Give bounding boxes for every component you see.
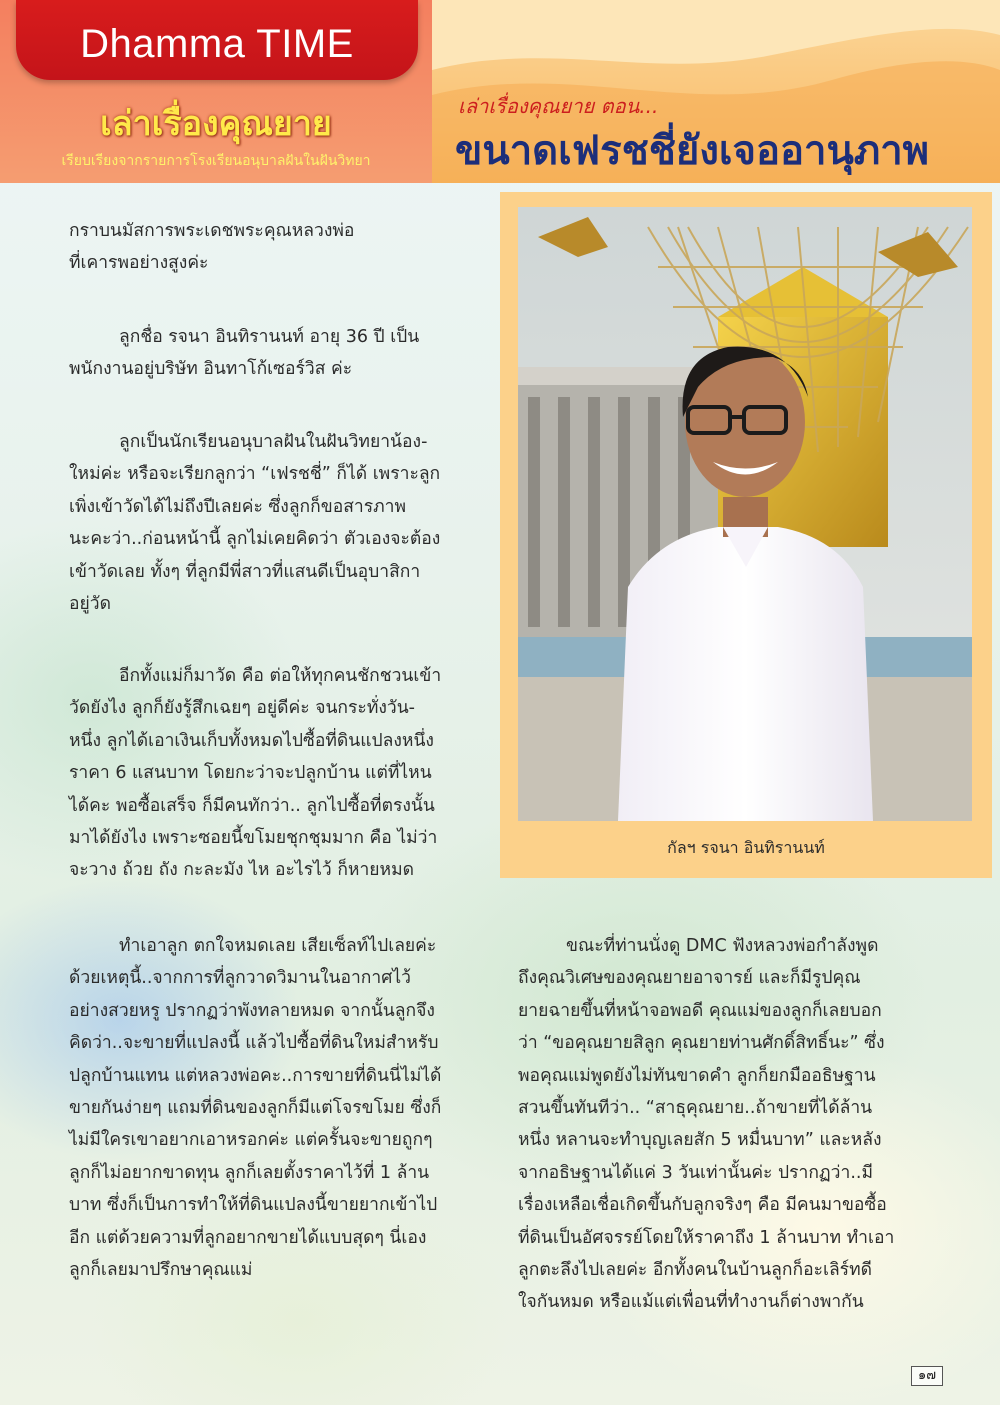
text-line: มาได้ยังไง เพราะซอยนี้ขโมยชุกชุมมาก คือ ไม่ว่า xyxy=(69,828,438,849)
text-line: ยายฉายขึ้นที่หน้าจอพอดี คุณแม่ของลูกก็เลยบอก xyxy=(518,1000,882,1021)
header-banner xyxy=(0,0,1000,183)
text-line: ไม่มีใครเขาอยากเอาหรอกค่ะ แต่ครั้นจะขายถูกๆ xyxy=(69,1130,433,1151)
text-line: เข้าวัดเลย ทั้งๆ ที่ลูกมีพี่สาวที่แสนดีเป็นอุบาสิกา xyxy=(69,561,421,582)
text-line: ใหม่ค่ะ หรือจะเรียกลูกว่า “เฟรชชี่” ก็ได้ เพราะลูก xyxy=(69,464,441,485)
text-line: ด้วยเหตุนี้..จากการที่ลูกวาดวิมานในอากาศไว้ xyxy=(69,968,411,989)
text-line: กราบนมัสการพระเดชพระคุณหลวงพ่อ xyxy=(69,221,355,241)
text-line: พนักงานอยู่บริษัท อินทาโก้เซอร์วิส ค่ะ xyxy=(69,359,353,380)
text-line: บาท ซึ่งก็เป็นการทำให้ที่ดินแปลงนี้ขายยากเข้าไป xyxy=(69,1195,438,1216)
article-title: ขนาดเฟรชชี่ยังเจออานุภาพ xyxy=(455,128,930,174)
paragraph-greeting xyxy=(69,215,354,280)
paragraph-prayer xyxy=(518,930,894,1319)
text-line: พอคุณแม่พูดยังไม่ทันขาดคำ ลูกก็ยกมืออธิษฐาน xyxy=(518,1065,876,1086)
paragraph-introduction xyxy=(69,321,419,386)
text-line: คิดว่า..จะขายที่แปลงนี้ แล้วไปซื้อที่ดินใหม่สำหรับ xyxy=(69,1033,439,1054)
paragraph-freshy xyxy=(69,426,440,620)
text-line: ทำเอาลูก ตกใจหมดเลย เสียเซ็ลท์ไปเลยค่ะ xyxy=(119,936,437,956)
text-line: ลูกตะลึงไปเลยค่ะ อีกทั้งคนในบ้านลูกก็อะเลิร์ทดี xyxy=(518,1260,872,1281)
text-line: ขายกันง่ายๆ แถมที่ดินของลูกก็มีแต่โจรขโมย ซึ่งก็ xyxy=(69,1098,442,1119)
brand-badge xyxy=(16,0,418,80)
text-line: ขณะที่ท่านนั่งดู DMC ฟังหลวงพ่อกำลังพูด xyxy=(566,936,879,956)
text-line: อย่างสวยหรู ปรากฏว่าพังทลายหมด จากนั้นลูกจึง xyxy=(69,1000,435,1021)
text-line: ลูกชื่อ รจนา อินทิรานนท์ อายุ 36 ปี เป็น xyxy=(119,327,420,347)
series-title: เล่าเรื่องคุณยาย xyxy=(100,104,332,144)
text-line: ได้คะ พอซื้อเสร็จ ก็มีคนทักว่า.. ลูกไปซื้อที่ตรงนั้น xyxy=(69,795,435,816)
text-line: อีก แต่ด้วยความที่ลูกอยากขายได้แบบสุดๆ นี่เอง xyxy=(69,1227,427,1248)
paragraph-selling xyxy=(69,930,441,1286)
paragraph-land-purchase xyxy=(69,660,441,887)
header-left-panel xyxy=(0,0,432,183)
text-line: ที่เคารพอย่างสูงค่ะ xyxy=(69,253,209,274)
text-line: จากอธิษฐานได้แค่ 3 วันเท่านั้นค่ะ ปรากฏว่า..มี xyxy=(518,1162,873,1183)
text-line: ปลูกบ้านแทน แต่หลวงพ่อคะ..การขายที่ดินนี่ไม่ได้ xyxy=(69,1065,442,1086)
text-line: จะวาง ถ้วย ถัง กะละมัง ไห อะไรไว้ ก็หายหมด xyxy=(69,860,414,881)
text-line: เรื่องเหลือเชื่อเกิดขึ้นกับลูกจริงๆ คือ มีคนมาขอซื้อ xyxy=(518,1195,887,1216)
text-line: หนึ่ง หลานจะทำบุญเลยสัก 5 หมื่นบาท” และหลัง xyxy=(518,1130,882,1151)
text-line: อีกทั้งแม่ก็มาวัด คือ ต่อให้ทุกคนชักชวนเข้า xyxy=(119,666,442,686)
text-line: ลูกก็เลยมาปรึกษาคุณแม่ xyxy=(69,1260,253,1281)
text-line: วัดยังไง ลูกก็ยังรู้สึกเฉยๆ อยู่ดีค่ะ จนกระทั่งวัน- xyxy=(69,698,416,719)
episode-label: เล่าเรื่องคุณยาย ตอน... xyxy=(458,94,659,118)
text-line: หนึ่ง ลูกได้เอาเงินเก็บทั้งหมดไปซื้อที่ดินแปลงหนึ่ง xyxy=(69,730,434,751)
text-line: ที่ดินเป็นอัศจรรย์โดยให้ราคาถึง 1 ล้านบาท ทำเอา xyxy=(518,1227,895,1248)
text-line: เพิ่งเข้าวัดได้ไม่ถึงปีเลยค่ะ ซึ่งลูกก็ขอสารภาพ xyxy=(69,496,407,517)
person-photo xyxy=(518,207,972,821)
photo-caption: กัลฯ รจนา อินทิรานนท์ xyxy=(667,838,825,857)
text-line: อยู่วัด xyxy=(69,594,111,615)
page-number: ๑๗ xyxy=(911,1366,943,1386)
brand-title: Dhamma TIME xyxy=(80,22,354,66)
text-line: สวนขึ้นทันทีว่า.. “สาธุคุณยาย..ถ้าขายที่ได้ล้าน xyxy=(518,1098,873,1119)
text-line: ราคา 6 แสนบาท โดยกะว่าจะปลูกบ้าน แต่ที่ไหน xyxy=(69,763,432,784)
text-line: ใจกันหมด หรือแม้แต่เพื่อนที่ทำงานก็ต่างพากัน xyxy=(518,1292,864,1313)
text-line: ลูกเป็นนักเรียนอนุบาลฝันในฝันวิทยาน้อง- xyxy=(119,432,428,452)
text-line: นะคะว่า..ก่อนหน้านี้ ลูกไม่เคยคิดว่า ตัวเองจะต้อง xyxy=(69,529,441,550)
text-line: ลูกก็ไม่อยากขาดทุน ลูกก็เลยตั้งราคาไว้ที่ 1 ล้าน xyxy=(69,1162,430,1183)
text-line: ถึงคุณวิเศษของคุณยายอาจารย์ และก็มีรูปคุณ xyxy=(518,968,861,989)
text-line: ว่า “ขอคุณยายสิลูก คุณยายท่านศักดิ์สิทธิ์นะ” ซึ่ง xyxy=(518,1033,885,1054)
series-subtitle: เรียบเรียงจากรายการโรงเรียนอนุบาลฝันในฝันวิทยา xyxy=(61,153,371,169)
